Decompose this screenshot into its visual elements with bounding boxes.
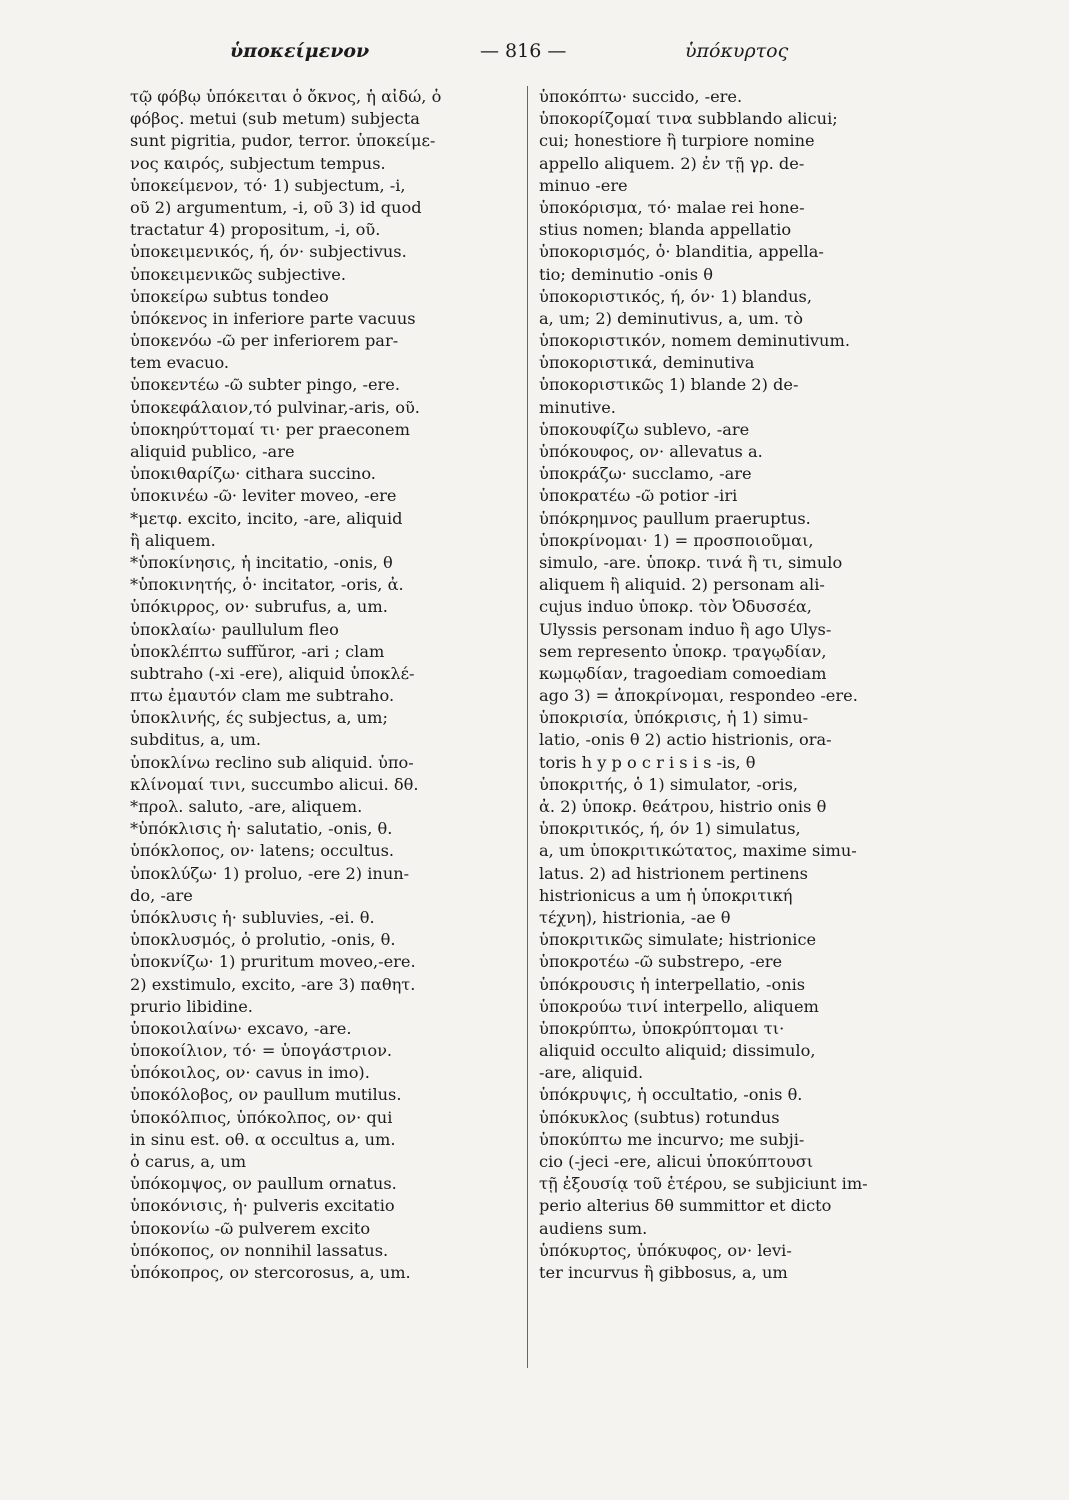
dictionary-line: aliquid occulto aliquid; dissimulo, [539,1041,816,1061]
dictionary-line: ὑποκριτικός, ή, όν 1) simulatus, [539,819,801,839]
dictionary-line: aliquid publico, -are [130,442,295,461]
dictionary-line: ὑποκροτέω -ῶ substrepo, -ere [539,952,783,972]
dictionary-line: ago 3) = ἀποκρίνομαι, respondeo -ere. [539,686,858,706]
dictionary-line: ὑποκλινής, ές subjectus, a, um; [130,708,388,728]
dictionary-line: sunt pigritia, pudor, terror. ὑποκείμε- [130,131,436,151]
dictionary-line: ὑποκεντέω -ῶ subter pingo, -ere. [130,375,401,395]
dictionary-line: ὑποκύπτω me incurvo; me subji- [539,1129,805,1149]
dictionary-line: minuo -ere [539,175,628,195]
dictionary-line: ὑποκορισμός, ὁ· blanditia, appella- [539,242,824,262]
dictionary-line: ὑποκείρω subtus tondeo [130,286,329,306]
dictionary-line: ὑποκλέπτω suffŭror, -ari ; clam [130,641,385,661]
page-header [230,40,850,70]
dictionary-line: ὑπόκρημνος paullum praeruptus. [539,508,811,528]
dictionary-line: perio alterius δθ summittor et dicto [539,1196,832,1216]
dictionary-line: ὑποκουφίζω sublevo, -are [539,419,750,439]
dictionary-line: ὑποκοριστικόν, nomem deminutivum. [539,331,850,351]
dictionary-line: ὑπόκενος in inferiore parte vacuus [130,308,416,328]
dictionary-line: ὑποκλύζω· 1) proluo, -ere 2) inun- [130,863,410,883]
dictionary-line: ὑποκλυσμός, ὁ prolutio, -onis, θ. [130,930,396,950]
dictionary-line: ὑποκοριστικῶς 1) blande 2) de- [539,375,799,395]
header-right-headword: ὑπόκυρτος [685,40,789,62]
dictionary-line: ἢ aliquem. [130,530,216,550]
dictionary-line: ὑποκράζω· succlamo, -are [539,464,752,484]
dictionary-line: in sinu est. οθ. α occultus a, um. [130,1129,396,1149]
dictionary-line: 2) exstimulo, excito, -are 3) παθητ. [130,974,416,994]
dictionary-line: ὑποκενόω -ῶ per inferiorem par- [130,331,399,351]
dictionary-line: ὑποκινέω -ῶ· leviter moveo, -ere [130,486,397,506]
dictionary-line: ὑποκνίζω· 1) pruritum moveo,-ere. [130,952,416,972]
dictionary-line: ὑπόκρυψις, ἡ occultatio, -onis θ. [539,1085,803,1105]
dictionary-line: ὑποκόνισις, ἡ· pulveris excitatio [130,1196,395,1216]
dictionary-line: τῷ φόβῳ ὑπόκειται ὁ ὄκνος, ἡ αἰδώ, ὁ [130,87,442,106]
page-number: — 816 — [480,40,567,62]
dictionary-line: ὑποκλίνω reclino sub aliquid. ὑπο- [130,752,414,772]
dictionary-line: ὑπόκιρρος, ον· subrufus, a, um. [130,597,388,617]
dictionary-line: τῇ ἐξουσίᾳ τοῦ ἑτέρου, se subjiciunt im- [539,1174,868,1194]
dictionary-line: φόβος. metui (sub metum) subjecta [130,109,420,129]
dictionary-line: πτω ἐμαυτόν clam me subtraho. [130,686,395,706]
dictionary-line: subditus, a, um. [130,730,262,750]
column-divider [527,86,528,1368]
dictionary-line: ὑποκηρύττομαί τι· per praeconem [130,419,410,439]
dictionary-line: ὑποκόλοβος, ον paullum mutilus. [130,1085,402,1105]
right-column [539,86,929,1284]
dictionary-line: ὑποκόλπιος, ὑπόκολπος, ον· qui [130,1107,393,1127]
dictionary-line: cujus induo ὑποκρ. τὸν Ὀδυσσέα, [539,597,812,617]
dictionary-line: minutive. [539,397,616,417]
dictionary-line: Ulyssis personam induo ἢ ago Ulys- [539,619,832,639]
dictionary-line: cio (-jeci -ere, alicui ὑποκύπτουσι [539,1152,814,1171]
dictionary-line: tem evacuo. [130,353,230,373]
dictionary-line: tio; deminutio -onis θ [539,264,713,284]
dictionary-line: ὑποκόρισμα, τό· malae rei hone- [539,197,805,217]
dictionary-line: ὑποκλαίω· paullulum fleo [130,619,339,639]
dictionary-line: tractatur 4) propositum, -i, οῦ. [130,220,381,240]
dictionary-line: ὑπόκομψος, ον paullum ornatus. [130,1174,397,1194]
dictionary-line: latus. 2) ad histrionem pertinens [539,863,808,883]
dictionary-line: ὑπόκουφος, ον· allevatus a. [539,442,763,461]
dictionary-line: ὑποκοριστικά, deminutiva [539,353,755,373]
dictionary-line: ὑποκονίω -ῶ pulverem excito [130,1218,371,1238]
dictionary-line: audiens sum. [539,1218,648,1238]
dictionary-line: cui; honestiore ἢ turpiore nomine [539,131,815,151]
dictionary-line: ὑποκειμενικός, ή, όν· subjectivus. [130,242,407,262]
dictionary-line: a, um ὑποκριτικώτατος, maxime simu- [539,841,857,861]
dictionary-line: simulo, -are. ὑποκρ. τινά ἢ τι, simulo [539,552,843,572]
dictionary-line: ὑποκριτής, ὁ 1) simulator, -oris, [539,774,799,794]
dictionary-line: toris h y p o c r i s i s -is, θ [539,752,756,772]
dictionary-line: ὑπόκρουσις ἡ interpellatio, -onis [539,974,806,994]
dictionary-line: ὑποκόπτω· succido, -ere. [539,87,743,106]
dictionary-line: sem represento ὑποκρ. τραγῳδίαν, [539,641,827,661]
dictionary-line: appello aliquem. 2) ἐν τῇ γρ. de- [539,153,805,173]
dictionary-line: κλίνομαί τινι, succumbo alicui. δθ. [130,774,419,794]
dictionary-line: τέχνη), histrionia, -ae θ [539,907,731,927]
dictionary-line: *μετφ. excito, incito, -are, aliquid [130,508,403,528]
dictionary-line: aliquem ἢ aliquid. 2) personam ali- [539,575,825,595]
dictionary-line: ἀ. 2) ὑποκρ. θεάτρου, histrio onis θ [539,797,827,816]
dictionary-line: ὑποκοριστικός, ή, όν· 1) blandus, [539,286,813,306]
dictionary-line: ὑπόκλοπος, ον· latens; occultus. [130,841,395,861]
dictionary-line: ὑπόκυκλος (subtus) rotundus [539,1107,780,1127]
dictionary-line: histrionicus a um ἡ ὑποκριτική [539,885,793,905]
dictionary-line: οῦ 2) argumentum, -i, οῦ 3) id quod [130,197,422,217]
header-left-headword: ὑποκείμενον [230,40,370,62]
dictionary-line: ὑπόκλυσις ἡ· subluvies, -ei. θ. [130,907,375,927]
dictionary-line: ὑποκρισία, ὑπόκρισις, ἡ 1) simu- [539,708,809,728]
dictionary-line: ὑποκοιλαίνω· excavo, -are. [130,1018,352,1038]
dictionary-line: ὑπόκοιλος, ον· cavus in imo). [130,1063,370,1083]
dictionary-line: *ὑποκίνησις, ἡ incitatio, -onis, θ [130,552,393,572]
dictionary-line: ὑποκειμενικῶς subjective. [130,264,347,284]
dictionary-line: latio, -onis θ 2) actio histrionis, ora- [539,730,832,750]
dictionary-line: ὑπόκοπος, ον nonnihil lassatus. [130,1240,389,1260]
dictionary-line: ὁ carus, a, um [130,1152,247,1171]
dictionary-line: prurio libidine. [130,996,253,1016]
dictionary-line: *προλ. saluto, -are, aliquem. [130,797,363,816]
dictionary-line: a, um; 2) deminutivus, a, um. τὸ [539,308,803,328]
dictionary-line: ὑποκορίζομαί τινα subblando alicui; [539,109,838,129]
dictionary-line: νος καιρός, subjectum tempus. [130,153,386,173]
dictionary-line: ὑπόκυρτος, ὑπόκυφος, ον· levi- [539,1240,792,1260]
dictionary-line: ὑποκρούω τινί interpello, aliquem [539,996,819,1016]
dictionary-line: ὑποκριτικῶς simulate; histrionice [539,930,817,950]
dictionary-line: *ὑπόκλισις ἡ· salutatio, -onis, θ. [130,819,393,839]
dictionary-line: ὑποκείμενον, τό· 1) subjectum, -i, [130,175,406,195]
dictionary-line: do, -are [130,885,193,905]
dictionary-line: subtraho (-xi -ere), aliquid ὑποκλέ- [130,663,415,683]
dictionary-line: stius nomen; blanda appellatio [539,220,792,240]
dictionary-line: ὑποκεφάλαιον,τό pulvinar,-aris, οῦ. [130,397,420,417]
dictionary-line: *ὑποκινητής, ὁ· incitator, -oris, ἀ. [130,575,404,595]
dictionary-line: ὑποκρύπτω, ὑποκρύπτομαι τι· [539,1018,785,1038]
dictionary-line: ter incurvus ἢ gibbosus, a, um [539,1262,788,1282]
dictionary-line: κωμῳδίαν, tragoediam comoediam [539,663,827,683]
left-column [130,86,510,1284]
dictionary-line: -are, aliquid. [539,1063,644,1083]
dictionary-line: ὑπόκοπρος, ον stercorosus, a, um. [130,1262,411,1282]
dictionary-line: ὑποκρίνομαι· 1) = προσποιοῦμαι, [539,530,814,550]
dictionary-line: ὑποκιθαρίζω· cithara succino. [130,464,376,484]
dictionary-line: ὑποκοίλιον, τό· = ὑπογάστριον. [130,1041,393,1061]
dictionary-line: ὑποκρατέω -ῶ potior -iri [539,486,738,506]
